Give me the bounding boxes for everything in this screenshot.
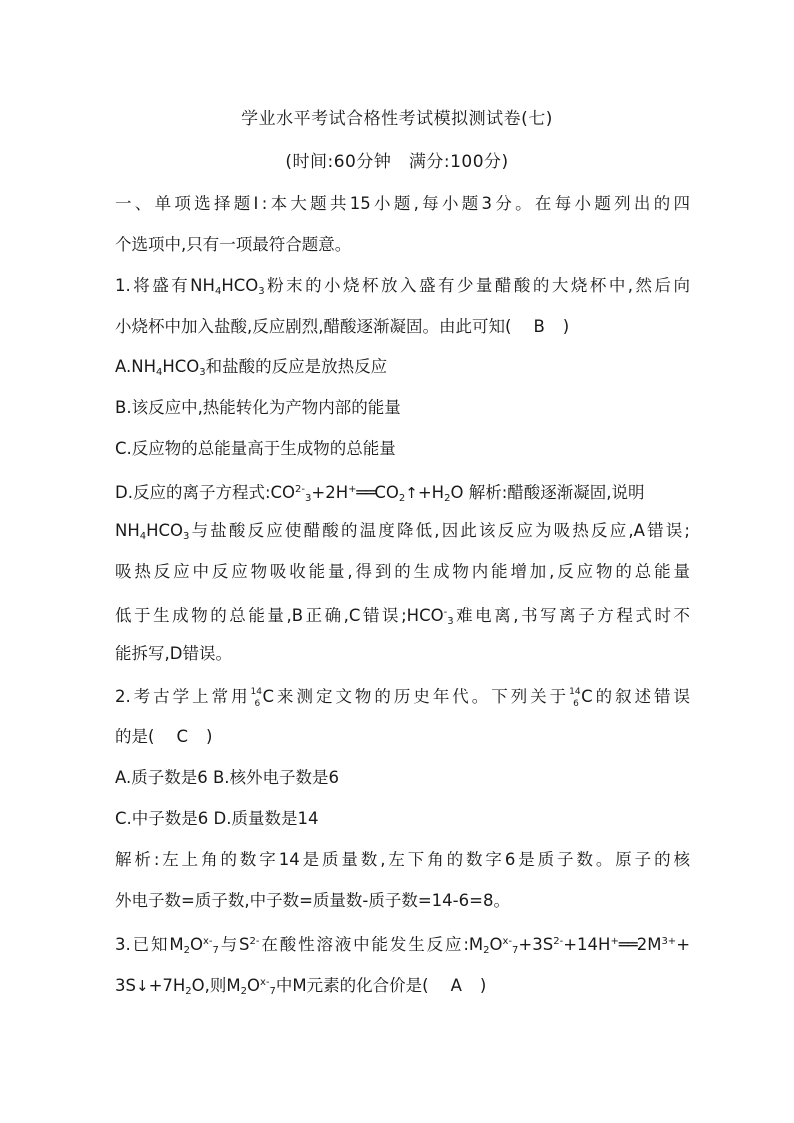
q2-stem-line2: 的是( C ) (115, 727, 213, 746)
q1-stem-line2: 小烧杯中加入盐酸,反应剧烈,醋酸逐渐凝固。由此可知( B ) (115, 317, 570, 336)
q1-option-d: D.反应的离子方程式$:CO^{2-}_3+2H^+══CO_2↑+H_2O$ 解析:醋酸逐渐凝固,说明 (115, 483, 645, 504)
q1-option-b: B.该反应中,热能转化为产物内部的能量 (115, 398, 401, 417)
section-heading-line1: 一、单项选择题Ⅰ:本大题共15小题,每小题3分。在每小题列出的四 (115, 194, 690, 213)
q2-explanation-line1: 解析:左上角的数字14是质量数,左下角的数字6是质子数。原子的核 (115, 850, 690, 869)
q1-explanation-line4: 能拆写,D错误。 (115, 644, 232, 663)
q2-answer: C (176, 727, 188, 746)
isotope-symbol: 14 6 (250, 687, 262, 709)
q1-option-a: $A.NH_4HCO_3$和盐酸的反应是放热反应 (115, 357, 388, 378)
q2-explanation-line2: 外电子数=质子数,中子数=质量数-质子数=14-6=8。 (115, 891, 510, 910)
q1-explanation-line1: $NH_4HCO_3$与盐酸反应使醋酸的温度降低,因此该反应为吸热反应,A错误; (115, 521, 690, 542)
q2-options-cd: C.中子数是6 D.质量数是14 (115, 809, 319, 828)
q3-stem-line1: 3.已知$M_2O^{x-}_7$与$S^{2-}$在酸性溶液中能发生反应$:M_2O^{x-}_7+3S^{2-}+14H^+══2M^{3+}+$ (115, 935, 691, 956)
q3-answer: A (450, 976, 462, 995)
q2-stem-line1: 2.考古学上常用 14 6 C来测定文物的历史年代。下列关于 14 6 C的叙述错误 (115, 684, 690, 709)
page-subtitle: (时间:60分钟 满分:100分) (285, 152, 509, 172)
q2-options-ab: A.质子数是6 B.核外电子数是6 (115, 768, 340, 787)
page-title: 学业水平考试合格性考试模拟测试卷(七) (241, 109, 553, 129)
q1-explanation-line2: 吸热反应中反应物吸收能量,得到的生成物内能增加,反应物的总能量 (115, 562, 690, 581)
q1-stem-line1: 1.将盛有$NH_4HCO_3$粉末的小烧杯放入盛有少量醋酸的大烧杯中,然后向 (115, 276, 690, 297)
section-heading-line2: 个选项中,只有一项最符合题意。 (115, 235, 352, 254)
q3-stem-line2: $3S↓+7H_2O$,则$M_2O^{x-}_7$中M元素的化合价是( A ) (115, 976, 487, 997)
isotope-symbol: 14 6 (569, 687, 581, 709)
q1-option-c: C.反应物的总能量高于生成物的总能量 (115, 439, 396, 458)
q1-explanation-line3: 低于生成物的总能量,B正确,C错误$;HCO^-_3$难电离,书写离子方程式时不 (115, 606, 690, 627)
q1-answer: B (533, 317, 545, 336)
